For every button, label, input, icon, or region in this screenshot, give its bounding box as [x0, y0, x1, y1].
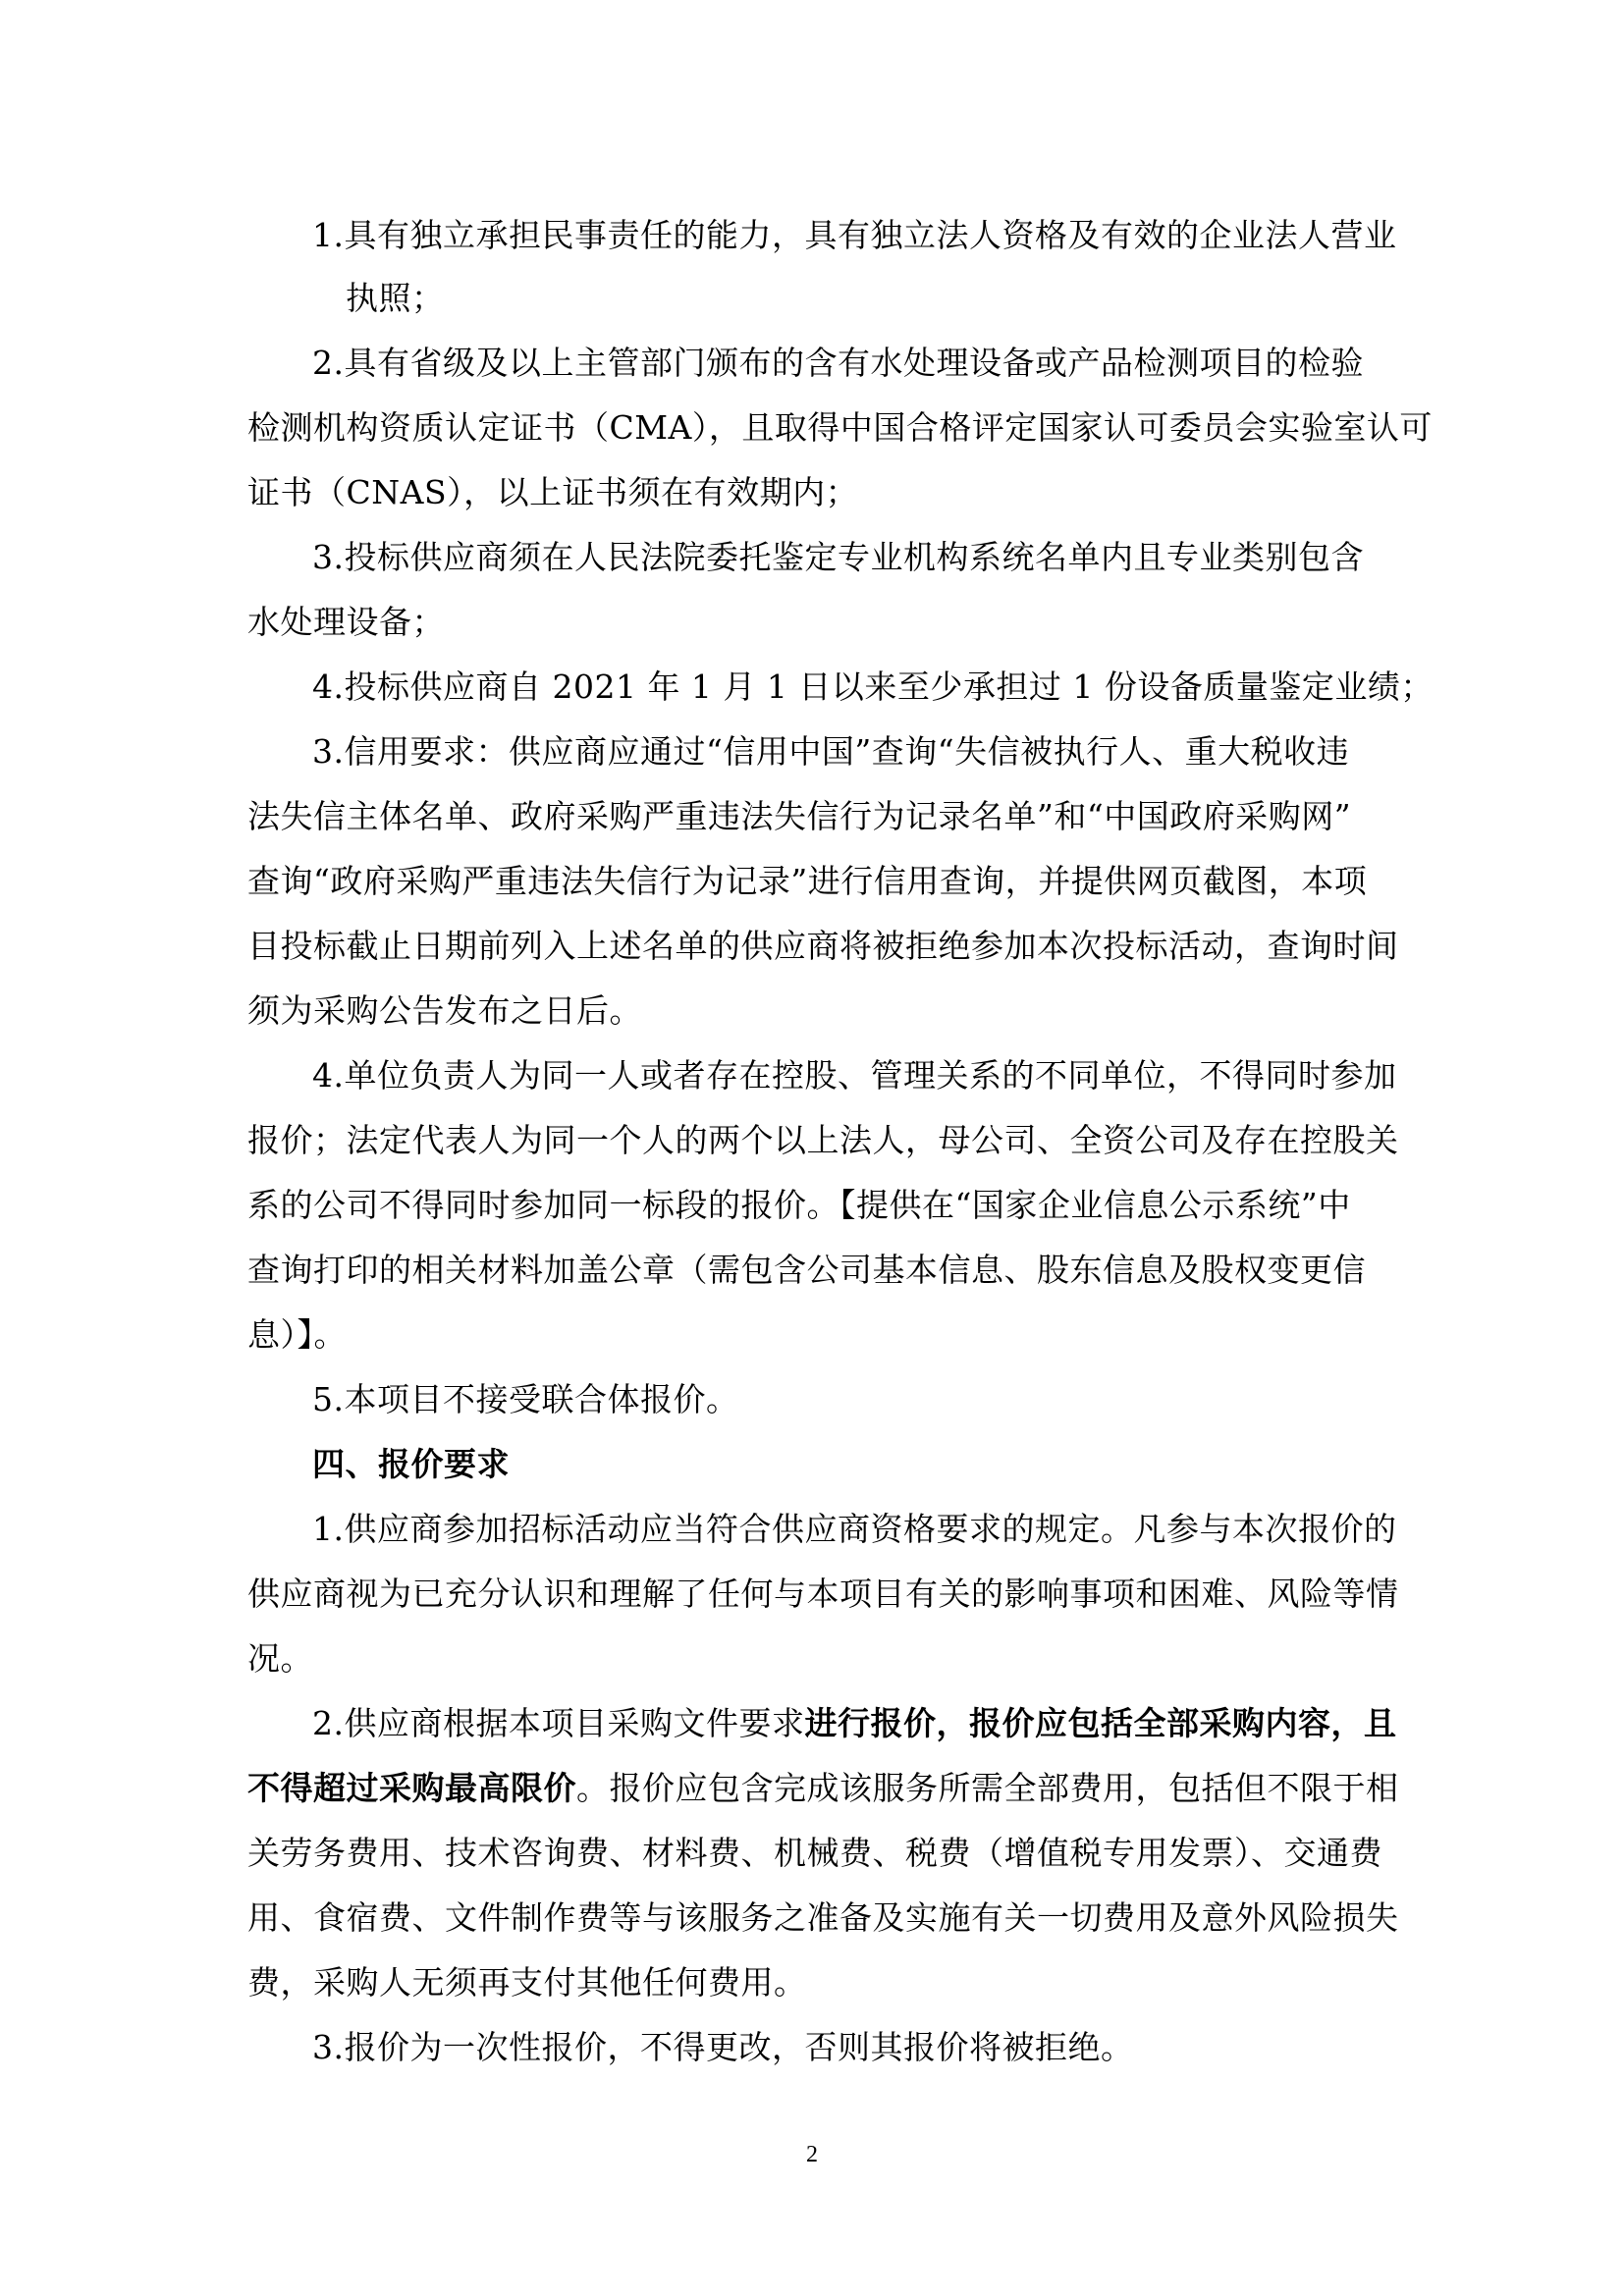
text-line: 4.投标供应商自 2021 年 1 月 1 日以来至少承担过 1 份设备质量鉴定业绩；	[312, 667, 1434, 706]
text-line: 况。	[247, 1639, 313, 1678]
text-line: 5.本项目不接受联合体报价。	[312, 1380, 739, 1418]
bold-text-run: 进行报价，报价应包括全部采购内容，且	[804, 1704, 1397, 1742]
page-number: 2	[806, 2142, 818, 2167]
text-line: 执照；	[346, 279, 445, 317]
text-line: 目投标截止日期前列入上述名单的供应商将被拒绝参加本次投标活动，查询时间	[247, 927, 1399, 965]
text-line: 水处理设备；	[247, 603, 445, 641]
text-line	[312, 1702, 1459, 1745]
text-line: 证书（CNAS），以上证书须在有效期内；	[247, 473, 859, 511]
text-line: 报价；法定代表人为同一个人的两个以上法人，母公司、全资公司及存在控股关	[247, 1121, 1399, 1159]
text-line: 4.单位负责人为同一人或者存在控股、管理关系的不同单位，不得同时参加	[312, 1056, 1397, 1095]
text-line: 查询“政府采购严重违法失信行为记录”进行信用查询，并提供网页截图，本项	[247, 862, 1368, 900]
text-line: 法失信主体名单、政府采购严重违法失信行为记录名单”和“中国政府采购网”	[247, 797, 1352, 835]
text-line: 1.供应商参加招标活动应当符合供应商资格要求的规定。凡参与本次报价的	[312, 1510, 1397, 1548]
text-line: 3.信用要求：供应商应通过“信用中国”查询“失信被执行人、重大税收违	[312, 732, 1350, 771]
text-line: 2.具有省级及以上主管部门颁布的含有水处理设备或产品检测项目的检验	[312, 344, 1364, 382]
text-line: 1.具有独立承担民事责任的能力，具有独立法人资格及有效的企业法人营业	[312, 216, 1397, 254]
text-line: 3.投标供应商须在人民法院委托鉴定专业机构系统名单内且专业类别包含	[312, 538, 1364, 576]
text-run: 。报价应包含完成该服务所需全部费用，包括但不限于相	[576, 1769, 1399, 1807]
text-line: 须为采购公告发布之日后。	[247, 991, 642, 1030]
text-line: 检测机构资质认定证书（CMA），且取得中国合格评定国家认可委员会实验室认可	[247, 408, 1433, 447]
text-line: 系的公司不得同时参加同一标段的报价。【提供在“国家企业信息公示系统”中	[247, 1186, 1351, 1224]
text-run: 2.供应商根据本项目采购文件要求	[312, 1704, 805, 1742]
text-line: 关劳务费用、技术咨询费、材料费、机械费、税费（增值税专用发票）、交通费	[247, 1834, 1382, 1872]
text-line: 查询打印的相关材料加盖公章（需包含公司基本信息、股东信息及股权变更信	[247, 1251, 1366, 1289]
text-line: 3.报价为一次性报价，不得更改，否则其报价将被拒绝。	[312, 2028, 1134, 2066]
section-heading: 四、报价要求	[312, 1445, 510, 1483]
bold-text-run: 不得超过采购最高限价	[247, 1769, 576, 1807]
text-line: 用、食宿费、文件制作费等与该服务之准备及实施有关一切费用及意外风险损失	[247, 1898, 1399, 1937]
text-line: 供应商视为已充分认识和理解了任何与本项目有关的影响事项和困难、风险等情	[247, 1575, 1399, 1613]
text-line: 费，采购人无须再支付其他任何费用。	[247, 1963, 807, 2002]
text-line	[247, 1767, 1399, 1810]
text-line: 息）】。	[247, 1315, 347, 1354]
